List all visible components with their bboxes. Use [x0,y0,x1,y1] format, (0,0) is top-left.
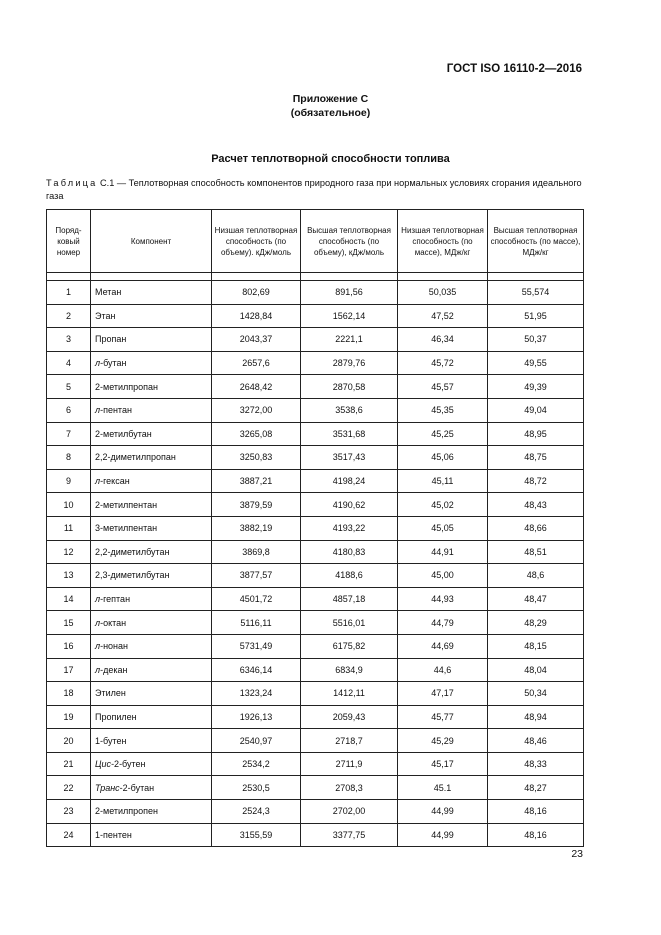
component-name: -бутан [100,358,127,369]
cell-high-vol: 3538,6 [301,398,398,422]
cell-component [91,469,212,493]
cell-high-mass: 48,6 [488,564,584,588]
cell-low-vol: 6346,14 [212,658,301,682]
table-row [47,328,584,352]
cell-high-mass: 49,55 [488,351,584,375]
table-body [47,281,584,847]
cell-low-vol: 802,69 [212,281,301,305]
component-name: -октан [100,617,127,628]
cell-low-mass: 44,79 [398,611,488,635]
cell-component [91,564,212,588]
component-name: Этан [95,310,116,321]
component-name: -гептан [100,594,131,605]
cell-high-vol: 2708,3 [301,776,398,800]
cell-high-vol: 6175,82 [301,634,398,658]
cell-high-mass: 48,43 [488,493,584,517]
component-name: 2-метилбутан [95,428,152,439]
cell-high-vol: 4190,62 [301,493,398,517]
cell-component [91,281,212,305]
cell-high-vol: 4188,6 [301,564,398,588]
table-row [47,516,584,540]
cell-num: 10 [47,493,91,517]
cell-high-mass: 48,16 [488,823,584,847]
table-row [47,446,584,470]
cell-high-mass: 48,75 [488,446,584,470]
cell-num: 5 [47,375,91,399]
cell-num: 16 [47,634,91,658]
cell-component [91,752,212,776]
table-caption-label: Таблица [46,178,98,188]
cell-high-mass: 48,94 [488,705,584,729]
cell-high-mass: 48,72 [488,469,584,493]
cell-high-vol: 3377,75 [301,823,398,847]
cell-high-mass: 51,95 [488,304,584,328]
cell-high-vol: 891,56 [301,281,398,305]
cell-low-vol: 2534,2 [212,752,301,776]
component-prefix: л [95,594,101,605]
cell-high-mass: 48,46 [488,729,584,753]
cell-high-mass: 48,27 [488,776,584,800]
cell-num: 4 [47,351,91,375]
cell-high-vol: 4857,18 [301,587,398,611]
header-spacer-row [47,273,584,281]
table-row [47,611,584,635]
cell-num: 17 [47,658,91,682]
cell-low-mass: 44,91 [398,540,488,564]
component-name: -нонан [100,641,128,652]
table-row [47,398,584,422]
spacer-cell [47,273,91,281]
cell-num: 13 [47,564,91,588]
cell-low-vol: 2540,97 [212,729,301,753]
cell-high-vol: 3531,68 [301,422,398,446]
cell-high-mass: 48,29 [488,611,584,635]
cell-low-vol: 2043,37 [212,328,301,352]
cell-high-mass: 50,34 [488,682,584,706]
cell-num: 23 [47,800,91,824]
cell-component [91,351,212,375]
component-name: 2,3-диметилбутан [95,570,170,581]
cell-high-vol: 2059,43 [301,705,398,729]
header-low-mass: Низшая теплотворная способность (по массе), МДж/кг [398,210,488,273]
appendix-subtitle: (обязательное) [290,107,371,119]
cell-low-vol: 1926,13 [212,705,301,729]
cell-component [91,304,212,328]
table-row [47,351,584,375]
table-row [47,823,584,847]
component-prefix: Цис [95,759,112,770]
table-row [47,776,584,800]
cell-high-vol: 5516,01 [301,611,398,635]
cell-low-mass: 45,57 [398,375,488,399]
cell-low-vol: 3869,8 [212,540,301,564]
cell-high-vol: 2718,7 [301,729,398,753]
table-header-row [47,210,584,273]
component-prefix: л [95,641,101,652]
cell-low-mass: 46,34 [398,328,488,352]
table-row [47,682,584,706]
spacer-cell [488,273,584,281]
table-row [47,564,584,588]
cell-component [91,540,212,564]
cell-high-mass: 49,39 [488,375,584,399]
component-name: -2-бутан [119,782,155,793]
component-name: 1-пентен [95,829,132,840]
cell-component [91,682,212,706]
header-component: Компонент [91,210,212,273]
cell-high-mass: 50,37 [488,328,584,352]
component-prefix: Транс [95,782,120,793]
table-row [47,752,584,776]
component-name: 2,2-диметилбутан [95,546,170,557]
cell-component [91,493,212,517]
cell-high-vol: 2711,9 [301,752,398,776]
component-name: 1-бутен [95,735,127,746]
cell-low-mass: 45,06 [398,446,488,470]
cell-low-mass: 44,99 [398,800,488,824]
cell-low-vol: 3265,08 [212,422,301,446]
page-number: 23 [571,848,583,860]
component-name: 2,2-диметилпропан [95,452,176,463]
cell-component [91,398,212,422]
spacer-cell [398,273,488,281]
cell-component [91,375,212,399]
cell-num: 21 [47,752,91,776]
component-name: 2-метилпропен [95,806,159,817]
header-high-mass: Высшая теплотворная способность (по массе), МДж/кг [488,210,584,273]
cell-num: 12 [47,540,91,564]
cell-component [91,729,212,753]
component-name: 2-метилпропан [95,381,159,392]
cell-low-vol: 3877,57 [212,564,301,588]
cell-low-mass: 45,35 [398,398,488,422]
header-num: Поряд-ковый номер [47,210,91,273]
cell-low-mass: 45,05 [398,516,488,540]
cell-low-mass: 45,25 [398,422,488,446]
section-title: Расчет теплотворной способности топлива [211,153,450,165]
cell-num: 11 [47,516,91,540]
component-name: -гексан [100,476,130,487]
cell-high-vol: 3517,43 [301,446,398,470]
cell-component [91,658,212,682]
cell-low-mass: 45.1 [398,776,488,800]
cell-high-mass: 48,33 [488,752,584,776]
cell-low-mass: 44,93 [398,587,488,611]
cell-low-vol: 1323,24 [212,682,301,706]
cell-num: 9 [47,469,91,493]
cell-low-mass: 45,11 [398,469,488,493]
table-row [47,493,584,517]
cell-high-vol: 2702,00 [301,800,398,824]
cell-low-mass: 44,99 [398,823,488,847]
heating-value-table [46,209,584,847]
cell-num: 3 [47,328,91,352]
component-prefix: л [95,664,101,675]
cell-low-vol: 3882,19 [212,516,301,540]
cell-component [91,800,212,824]
cell-num: 24 [47,823,91,847]
table-row [47,281,584,305]
spacer-cell [91,273,212,281]
cell-low-mass: 44,69 [398,634,488,658]
table-row [47,705,584,729]
cell-num: 20 [47,729,91,753]
cell-component [91,446,212,470]
cell-low-vol: 2657,6 [212,351,301,375]
cell-high-mass: 48,15 [488,634,584,658]
table-row [47,375,584,399]
cell-high-vol: 4193,22 [301,516,398,540]
cell-high-vol: 1562,14 [301,304,398,328]
table-row [47,729,584,753]
table-row [47,422,584,446]
table-row [47,658,584,682]
cell-high-vol: 4198,24 [301,469,398,493]
cell-low-vol: 3250,83 [212,446,301,470]
component-name: Метан [95,287,122,298]
table-caption [46,177,584,203]
cell-low-mass: 45,29 [398,729,488,753]
cell-low-vol: 2524,3 [212,800,301,824]
component-prefix: л [95,617,101,628]
cell-num: 22 [47,776,91,800]
component-name: 3-метилпентан [95,523,158,534]
component-prefix: л [95,358,101,369]
cell-high-vol: 2879,76 [301,351,398,375]
cell-low-mass: 47,52 [398,304,488,328]
component-prefix: л [95,405,101,416]
cell-high-mass: 48,66 [488,516,584,540]
cell-high-vol: 4180,83 [301,540,398,564]
document-code: ГОСТ ISO 16110-2—2016 [446,63,582,75]
cell-low-vol: 2648,42 [212,375,301,399]
cell-low-mass: 50,035 [398,281,488,305]
cell-num: 7 [47,422,91,446]
cell-high-vol: 2221,1 [301,328,398,352]
cell-high-mass: 48,47 [488,587,584,611]
cell-num: 1 [47,281,91,305]
appendix-title: Приложение С [292,93,369,105]
cell-low-mass: 45,77 [398,705,488,729]
cell-low-vol: 4501,72 [212,587,301,611]
cell-low-vol: 3879,59 [212,493,301,517]
component-name: Пропилен [95,711,137,722]
component-name: -декан [100,664,128,675]
cell-high-mass: 48,51 [488,540,584,564]
appendix-heading [0,92,661,120]
cell-component [91,328,212,352]
cell-num: 8 [47,446,91,470]
cell-component [91,422,212,446]
cell-component [91,705,212,729]
cell-low-vol: 1428,84 [212,304,301,328]
component-name: Пропан [95,334,127,345]
cell-low-mass: 45,00 [398,564,488,588]
cell-low-mass: 44,6 [398,658,488,682]
cell-high-mass: 48,04 [488,658,584,682]
cell-num: 18 [47,682,91,706]
table-row [47,469,584,493]
cell-high-mass: 48,95 [488,422,584,446]
spacer-cell [212,273,301,281]
cell-component [91,634,212,658]
cell-low-vol: 2530,5 [212,776,301,800]
component-name: -2-бутен [111,759,146,770]
spacer-cell [301,273,398,281]
cell-low-vol: 5116,11 [212,611,301,635]
table-row [47,587,584,611]
cell-low-mass: 45,02 [398,493,488,517]
cell-low-mass: 47,17 [398,682,488,706]
cell-low-mass: 45,17 [398,752,488,776]
header-high-vol: Высшая теплотворная способность (по объему), кДж/моль [301,210,398,273]
header-low-vol: Низшая теплотворная способность (по объему). кДж/моль [212,210,301,273]
cell-component [91,587,212,611]
cell-high-mass: 48,16 [488,800,584,824]
table-row [47,634,584,658]
cell-low-vol: 5731,49 [212,634,301,658]
cell-high-mass: 55,574 [488,281,584,305]
cell-num: 15 [47,611,91,635]
component-name: -пентан [100,405,132,416]
cell-num: 6 [47,398,91,422]
component-name: Этилен [95,688,126,699]
table-row [47,540,584,564]
cell-component [91,611,212,635]
cell-num: 2 [47,304,91,328]
cell-low-vol: 3155,59 [212,823,301,847]
cell-low-mass: 45,72 [398,351,488,375]
cell-component [91,776,212,800]
cell-low-vol: 3272,00 [212,398,301,422]
table-row [47,800,584,824]
cell-num: 19 [47,705,91,729]
cell-low-vol: 3887,21 [212,469,301,493]
cell-num: 14 [47,587,91,611]
cell-high-mass: 49,04 [488,398,584,422]
component-name: 2-метилпентан [95,499,158,510]
table-caption-text: С.1 — Теплотворная способность компонентов природного газа при нормальных условиях сгорания идеального газа [46,178,582,201]
cell-component [91,516,212,540]
table-row [47,304,584,328]
cell-high-vol: 6834,9 [301,658,398,682]
cell-high-vol: 1412,11 [301,682,398,706]
cell-component [91,823,212,847]
cell-high-vol: 2870,58 [301,375,398,399]
component-prefix: л [95,476,101,487]
